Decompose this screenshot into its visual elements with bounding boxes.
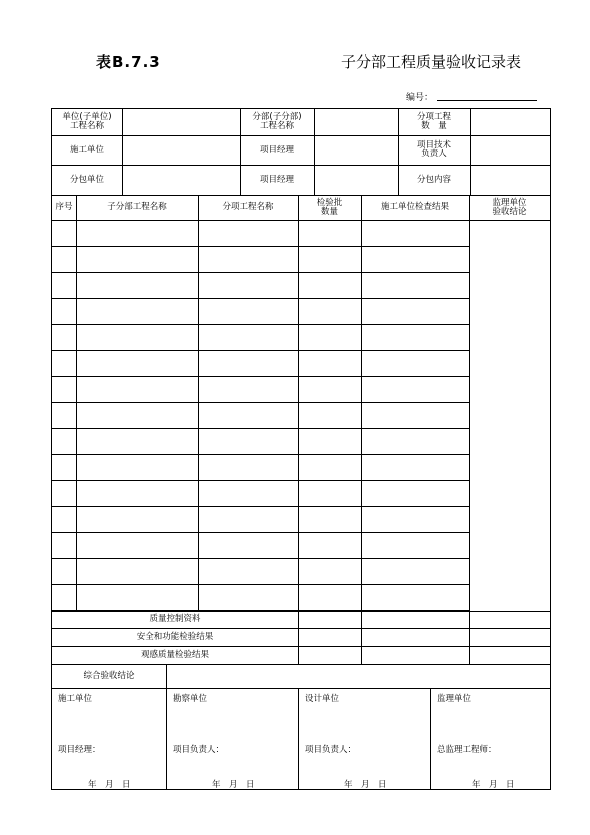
safety-results-label: 安全和功能检验结果 <box>136 631 214 642</box>
table-row[interactable] <box>52 584 469 610</box>
subdivision-name-field[interactable] <box>314 109 398 135</box>
table-row[interactable] <box>52 350 469 376</box>
record-form <box>51 108 551 790</box>
grid-line <box>469 195 470 664</box>
grid-line <box>52 135 550 136</box>
col-seq: 序号 <box>55 202 73 212</box>
subcontract-content-field[interactable] <box>470 165 550 195</box>
table-number: 表B.7.3 <box>96 53 161 71</box>
subcontract-content-label: 分包内容 <box>416 174 451 185</box>
grid-line <box>52 611 550 612</box>
table-row[interactable] <box>52 506 469 532</box>
table-row[interactable] <box>52 454 469 480</box>
table-row[interactable] <box>52 558 469 584</box>
table-row[interactable] <box>52 376 469 402</box>
unit-name-label: 单位(子单位) 工程名称 <box>62 112 112 131</box>
table-row[interactable] <box>52 220 469 246</box>
sign-person-supervision: 总监理工程师： <box>437 745 497 755</box>
grid-line <box>314 109 315 195</box>
col-check-result: 施工单位检查结果 <box>380 202 449 212</box>
sign-person-survey: 项目负责人： <box>173 745 225 755</box>
sign-person-design: 项目负责人： <box>305 745 357 755</box>
grid-line <box>166 688 167 789</box>
subcontract-manager-field[interactable] <box>314 165 398 195</box>
grid-line <box>52 664 550 665</box>
table-row[interactable] <box>52 272 469 298</box>
grid-line <box>52 646 550 647</box>
sign-date-design: 年 月 日 <box>344 780 387 790</box>
table-row[interactable] <box>52 324 469 350</box>
subdivision-name-label: 分部(子分部) 工程名称 <box>252 112 302 131</box>
col-batch-count: 检验批 数量 <box>316 197 343 217</box>
sign-date-construction: 年 月 日 <box>88 780 131 790</box>
sign-date-supervision: 年 月 日 <box>472 780 515 790</box>
sign-unit-survey: 勘察单位 <box>173 694 208 704</box>
grid-line <box>430 688 431 789</box>
project-manager-field[interactable] <box>314 135 398 165</box>
sign-date-survey: 年 月 日 <box>212 780 255 790</box>
table-row[interactable] <box>52 428 469 454</box>
table-row[interactable] <box>52 532 469 558</box>
quality-docs-label: 质量控制资料 <box>149 614 201 624</box>
subcontract-unit-label: 分包单位 <box>69 174 104 185</box>
col-item-name: 分项工程名称 <box>222 202 274 212</box>
subcontract-manager-label: 项目经理 <box>259 174 294 185</box>
project-manager-label: 项目经理 <box>259 144 294 155</box>
table-row[interactable] <box>52 480 469 506</box>
subcontract-unit-field[interactable] <box>122 165 240 195</box>
grid-line <box>470 109 471 195</box>
sign-unit-design: 设计单位 <box>305 694 340 704</box>
tech-lead-label: 项目技术 负责人 <box>416 140 451 159</box>
table-row[interactable] <box>52 246 469 272</box>
col-supervision: 监理单位 验收结论 <box>492 197 527 217</box>
grid-line <box>122 109 123 195</box>
sign-unit-construction: 施工单位 <box>58 694 93 704</box>
appearance-results-label: 观感质量检验结果 <box>140 649 209 660</box>
code-field[interactable] <box>437 100 537 101</box>
conclusion-label: 综合验收结论 <box>83 670 135 681</box>
code-label: 编号： <box>406 93 434 103</box>
sign-unit-supervision: 监理单位 <box>437 694 472 704</box>
table-row[interactable] <box>52 298 469 324</box>
sign-person-construction: 项目经理： <box>58 745 101 755</box>
grid-line <box>52 628 550 629</box>
grid-line <box>52 688 550 689</box>
item-count-field[interactable] <box>470 109 550 135</box>
table-row[interactable] <box>52 402 469 428</box>
grid-line <box>52 195 550 196</box>
construction-unit-field[interactable] <box>122 135 240 165</box>
unit-name-field[interactable] <box>122 109 240 135</box>
page-title: 子分部工程质量验收记录表 <box>341 53 522 71</box>
grid-line <box>298 688 299 789</box>
grid-line <box>166 664 167 688</box>
grid-line <box>52 165 550 166</box>
conclusion-field[interactable] <box>166 664 550 688</box>
item-count-label: 分项工程 数 量 <box>416 112 451 131</box>
tech-lead-field[interactable] <box>470 135 550 165</box>
grid-line <box>240 109 241 195</box>
grid-line <box>398 109 399 195</box>
construction-unit-label: 施工单位 <box>69 144 104 155</box>
col-sub-name: 子分部工程名称 <box>107 202 167 212</box>
